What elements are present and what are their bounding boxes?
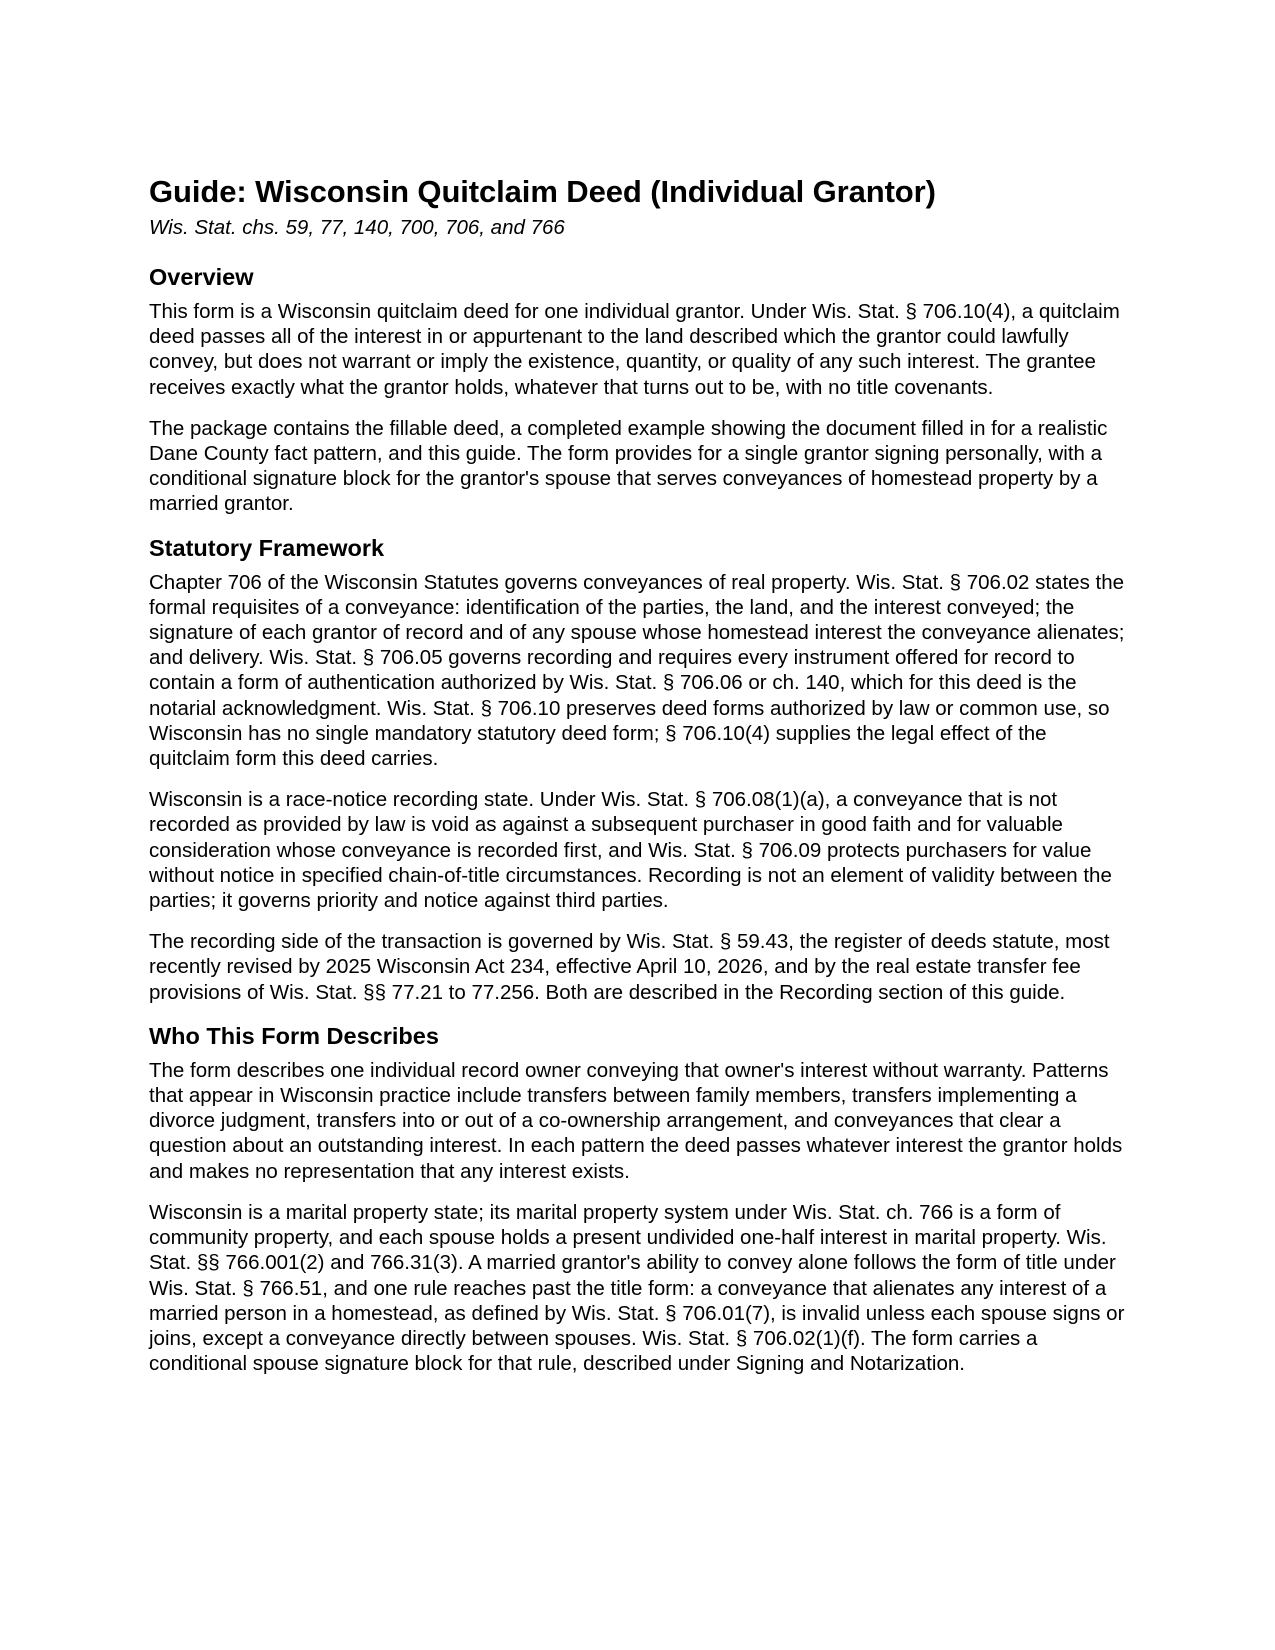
document-subtitle: Wis. Stat. chs. 59, 77, 140, 700, 706, and 766 [149, 216, 565, 239]
document-title: Guide: Wisconsin Quitclaim Deed (Individual Grantor) [149, 174, 936, 209]
section-statutory-framework [149, 533, 1129, 1005]
paragraph: Chapter 706 of the Wisconsin Statutes governs conveyances of real property. Wis. Stat. § 706.02 states the formal requisites of a conveyance: identification of the parties, the land, and the interest conveyed; the signature of each grantor of record and of any spouse whose homestead interest the conveyance alienates; and delivery. Wis. Stat. § 706.05 governs recording and requires every instrument offered for record to contain a form of authentication authorized by Wis. Stat. § 706.06 or ch. 140, which for this deed is the notarial acknowledgment. Wis. Stat. § 706.10 preserves deed forms authorized by law or common use, so Wisconsin has no single mandatory statutory deed form; § 706.10(4) supplies the legal effect of the quitclaim form this deed carries. [149, 570, 1125, 771]
section-overview [149, 262, 1129, 517]
document-page [149, 173, 1129, 1392]
section-heading: Statutory Framework [149, 534, 385, 561]
paragraph: Wisconsin is a marital property state; its marital property system under Wis. Stat. ch. 766 is a form of community property, and each spouse holds a present undivided one-half interest in marital property. Wis. Stat. §§ 766.001(2) and 766.31(3). A married grantor's ability to convey alone follows the form of title under Wis. Stat. § 766.51, and one rule reaches past the title form: a conveyance that alienates any interest of a married person in a homestead, as defined by Wis. Stat. § 706.01(7), is invalid unless each spouse signs or joins, except a conveyance directly between spouses. Wis. Stat. § 706.02(1)(f). The form carries a conditional spouse signature block for that rule, described under Signing and Notarization. [149, 1200, 1125, 1376]
paragraph: The recording side of the transaction is governed by Wis. Stat. § 59.43, the register of deeds statute, most recently revised by 2025 Wisconsin Act 234, effective April 10, 2026, and by the real estate transfer fee provisions of Wis. Stat. §§ 77.21 to 77.256. Both are described in the Recording section of this guide. [149, 930, 1110, 1004]
section-heading: Who This Form Describes [149, 1022, 439, 1049]
section-who-this-form-describes [149, 1021, 1129, 1376]
paragraph: The form describes one individual record owner conveying that owner's interest without warranty. Patterns that appear in Wisconsin practice include transfers between family members, transfers implementing a divorce judgment, transfers into or out of a co-ownership arrangement, and conveyances that clear a question about an outstanding interest. In each pattern the deed passes whatever interest the grantor holds and makes no representation that any interest exists. [149, 1058, 1123, 1183]
paragraph: The package contains the fillable deed, a completed example showing the document filled in for a realistic Dane County fact pattern, and this guide. The form provides for a single grantor signing personally, with a conditional signature block for the grantor's spouse that serves conveyances of homestead property by a married grantor. [149, 416, 1108, 516]
paragraph: Wisconsin is a race-notice recording state. Under Wis. Stat. § 706.08(1)(a), a conveyance that is not recorded as provided by law is void as against a subsequent purchaser in good faith and for valuable consideration whose conveyance is recorded first, and Wis. Stat. § 706.09 protects purchasers for value without notice in specified chain-of-title circumstances. Recording is not an element of validity between the parties; it governs priority and notice against third parties. [149, 788, 1112, 913]
paragraph: This form is a Wisconsin quitclaim deed for one individual grantor. Under Wis. Stat. § 706.10(4), a quitclaim deed passes all of the interest in or appurtenant to the land described which the grantor could lawfully convey, but does not warrant or imply the existence, quantity, or quality of any such interest. The grantee receives exactly what the grantor holds, whatever that turns out to be, with no title covenants. [149, 300, 1120, 399]
section-heading: Overview [149, 264, 254, 290]
